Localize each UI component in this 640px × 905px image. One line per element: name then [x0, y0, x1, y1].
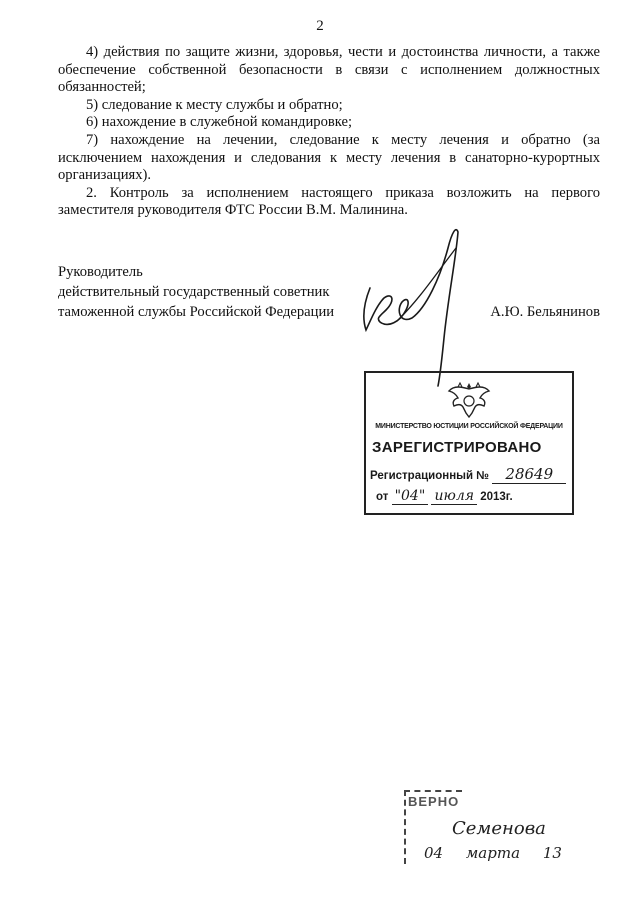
- stamp-ministry-name: МИНИСТЕРСТВО ЮСТИЦИИ РОССИЙСКОЙ ФЕДЕРАЦИИ: [375, 423, 563, 430]
- copy-stamp-label: ВЕРНО: [408, 794, 460, 809]
- stamp-registered-label: ЗАРЕГИСТРИРОВАНО: [372, 439, 542, 456]
- registration-date-day: "04": [392, 488, 429, 505]
- registration-date-year: 2013г.: [480, 491, 513, 503]
- signatory-title-line: Руководитель: [58, 264, 143, 280]
- registration-date-prefix: от: [376, 491, 389, 503]
- registration-number-row: [370, 465, 566, 484]
- registration-date-row: [376, 488, 513, 504]
- copy-date: [424, 844, 580, 862]
- body-paragraph: 4) действия по защите жизни, здоровья, чести и достоинства личности, а также обеспечение собственной безопасности в связи с исполнением должностных обязанностей;: [58, 44, 600, 96]
- handwritten-signature: [340, 218, 490, 388]
- registration-date-month: июля: [431, 488, 477, 505]
- document-body: [58, 44, 600, 220]
- signatory-title-line: таможенной службы Российской Федерации: [58, 304, 335, 320]
- registration-number-label: Регистрационный №: [370, 470, 490, 482]
- body-paragraph: 5) следование к месту службы и обратно;: [86, 96, 343, 113]
- body-paragraph: 2. Контроль за исполнением настоящего приказа возложить на первого заместителя руководителя ФТС России В.М. Малинина.: [58, 184, 600, 219]
- signatory-title-line: действительный государственный советник: [58, 284, 330, 300]
- page-number: 2: [316, 18, 324, 34]
- registration-stamp: [364, 371, 574, 515]
- copy-signer-name: Семенова: [452, 818, 546, 839]
- body-paragraph: 6) нахождение в служебной командировке;: [86, 114, 353, 131]
- body-paragraph: 7) нахождение на лечении, следование к месту лечения и обратно (за исключением нахождения и следования к месту лечения в санаторно-курортных организациях).: [58, 131, 600, 184]
- copy-date-year: 13: [542, 844, 562, 862]
- registration-number-value: 28649: [492, 465, 566, 484]
- signature-block: [58, 262, 600, 322]
- copy-date-day: 04: [424, 844, 444, 862]
- certified-copy-stamp: [404, 790, 584, 870]
- signatory-name: А.Ю. Бельянинов: [490, 304, 600, 320]
- double-headed-eagle-icon: [446, 379, 492, 419]
- copy-date-month: марта: [465, 844, 521, 862]
